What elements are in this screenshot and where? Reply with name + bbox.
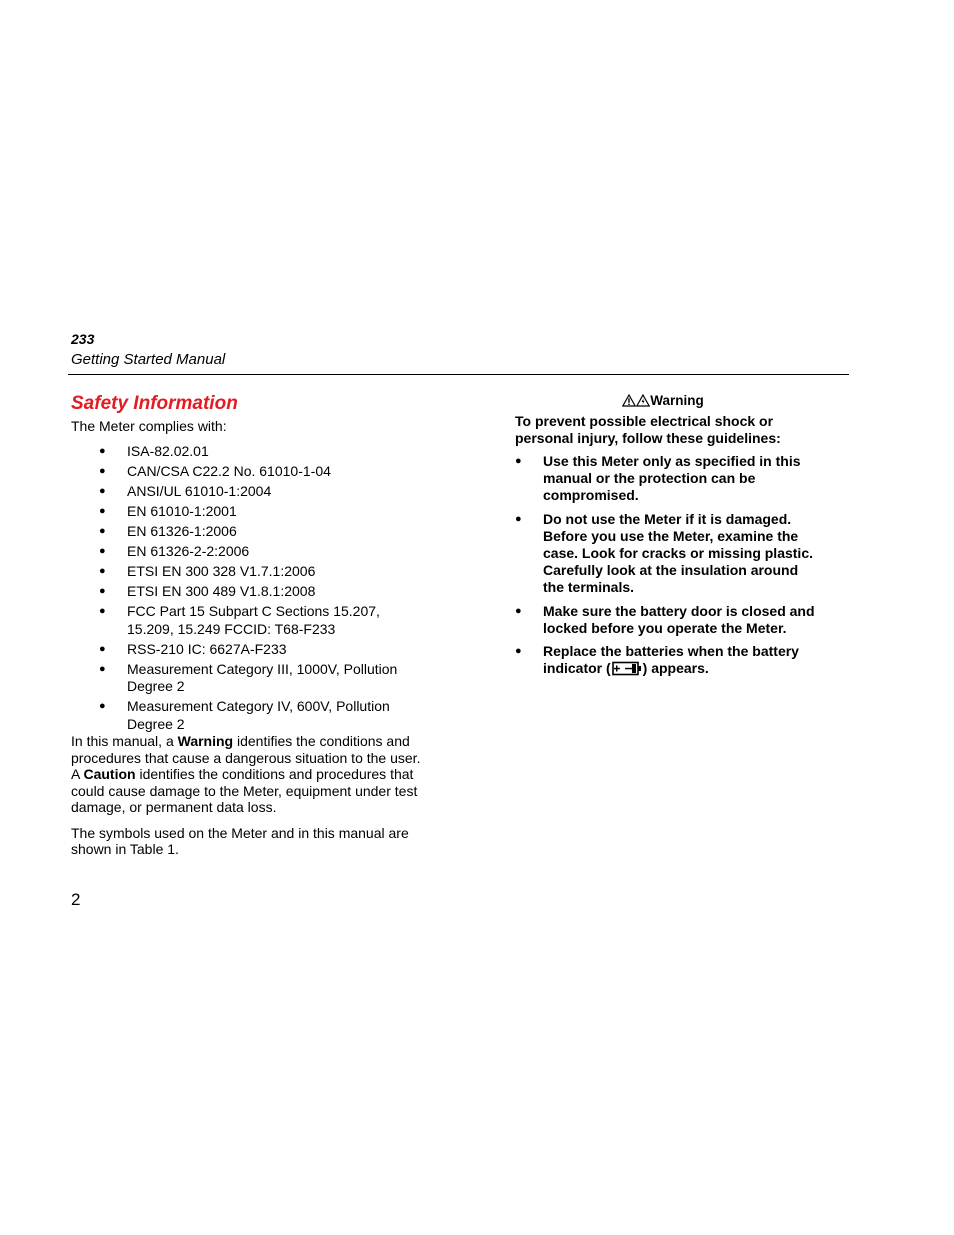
symbols-paragraph: The symbols used on the Meter and in this manual are shown in Table 1. bbox=[71, 824, 409, 857]
bullet-icon: ● bbox=[99, 642, 106, 655]
list-item: ● CAN/CSA C22.2 No. 61010-1-04 bbox=[99, 463, 331, 479]
bullet-icon: ● bbox=[99, 585, 106, 597]
left-column bbox=[71, 392, 429, 858]
bullet-icon: ● bbox=[99, 700, 106, 712]
list-item: ● ANSI/UL 61010-1:2004 bbox=[99, 483, 272, 499]
bullet-icon: ● bbox=[99, 545, 106, 557]
bullet-icon: ● bbox=[515, 604, 522, 617]
list-item: ● EN 61326-2-2:2006 bbox=[99, 543, 250, 559]
warning-intro: To prevent possible electrical shock or personal injury, follow these guidelines: bbox=[515, 413, 781, 446]
bullet-icon: ● bbox=[99, 565, 106, 577]
warning-box bbox=[515, 392, 821, 683]
bullet-icon: ● bbox=[99, 525, 106, 537]
list-item: ● Use this Meter only as specified in this manual or the protection can be compromised. bbox=[515, 453, 801, 504]
bullet-icon: ● bbox=[99, 605, 106, 617]
bullet-icon: ● bbox=[515, 455, 522, 467]
warning-caution-paragraph: In this manual, a Warning identifies the conditions and procedures that cause a dangerous situation to the user. A Caution identifies the conditions and procedures that could cause damage to the Meter, equipment under test damage, or permanent data loss. bbox=[71, 733, 421, 815]
bullet-icon: ● bbox=[99, 662, 106, 675]
list-item: ● RSS-210 IC: 6627A-F233 bbox=[99, 640, 287, 657]
page-number: 2 bbox=[71, 890, 81, 909]
bullet-icon: ● bbox=[515, 512, 522, 525]
bullet-icon: ● bbox=[99, 485, 106, 497]
battery-icon bbox=[612, 661, 642, 676]
header-rule bbox=[68, 374, 849, 375]
warning-title: Warning bbox=[515, 392, 821, 410]
list-item: ● ETSI EN 300 489 V1.8.1:2008 bbox=[99, 583, 316, 599]
standards-list bbox=[71, 443, 429, 733]
section-heading: Safety Information bbox=[71, 393, 238, 414]
list-item: ● EN 61010-1:2001 bbox=[99, 503, 237, 519]
list-item: ● ISA-82.02.01 bbox=[99, 443, 209, 459]
warning-triangle-icon bbox=[622, 394, 636, 407]
bullet-icon: ● bbox=[99, 505, 106, 517]
list-item: ● Do not use the Meter if it is damaged. Before you use the Meter, examine the case. Look for cracks or missing plastic. Carefully look at the insulation around the terminals. bbox=[515, 510, 813, 596]
model-number: 233 bbox=[71, 331, 95, 347]
document-title: Getting Started Manual bbox=[71, 351, 226, 368]
compliance-intro: The Meter complies with: bbox=[71, 418, 227, 434]
bullet-icon: ● bbox=[99, 465, 106, 477]
bullet-icon: ● bbox=[515, 645, 522, 658]
list-item: ● FCC Part 15 Subpart C Sections 15.207, 15.209, 15.249 FCCID: T68-F233 bbox=[99, 603, 380, 637]
list-item: ● Measurement Category III, 1000V, Pollution Degree 2 bbox=[99, 660, 398, 694]
shock-hazard-icon bbox=[636, 394, 650, 407]
list-item: ● ETSI EN 300 328 V1.7.1:2006 bbox=[99, 563, 316, 579]
list-item: ● Replace the batteries when the battery indicator ( ) appears. bbox=[515, 643, 799, 677]
bullet-icon: ● bbox=[99, 445, 106, 457]
list-item: ● EN 61326-1:2006 bbox=[99, 523, 237, 539]
list-item: ● Measurement Category IV, 600V, Pollution Degree 2 bbox=[99, 698, 390, 732]
list-item: ● Make sure the battery door is closed and locked before you operate the Meter. bbox=[515, 602, 815, 636]
warning-list bbox=[515, 453, 821, 677]
